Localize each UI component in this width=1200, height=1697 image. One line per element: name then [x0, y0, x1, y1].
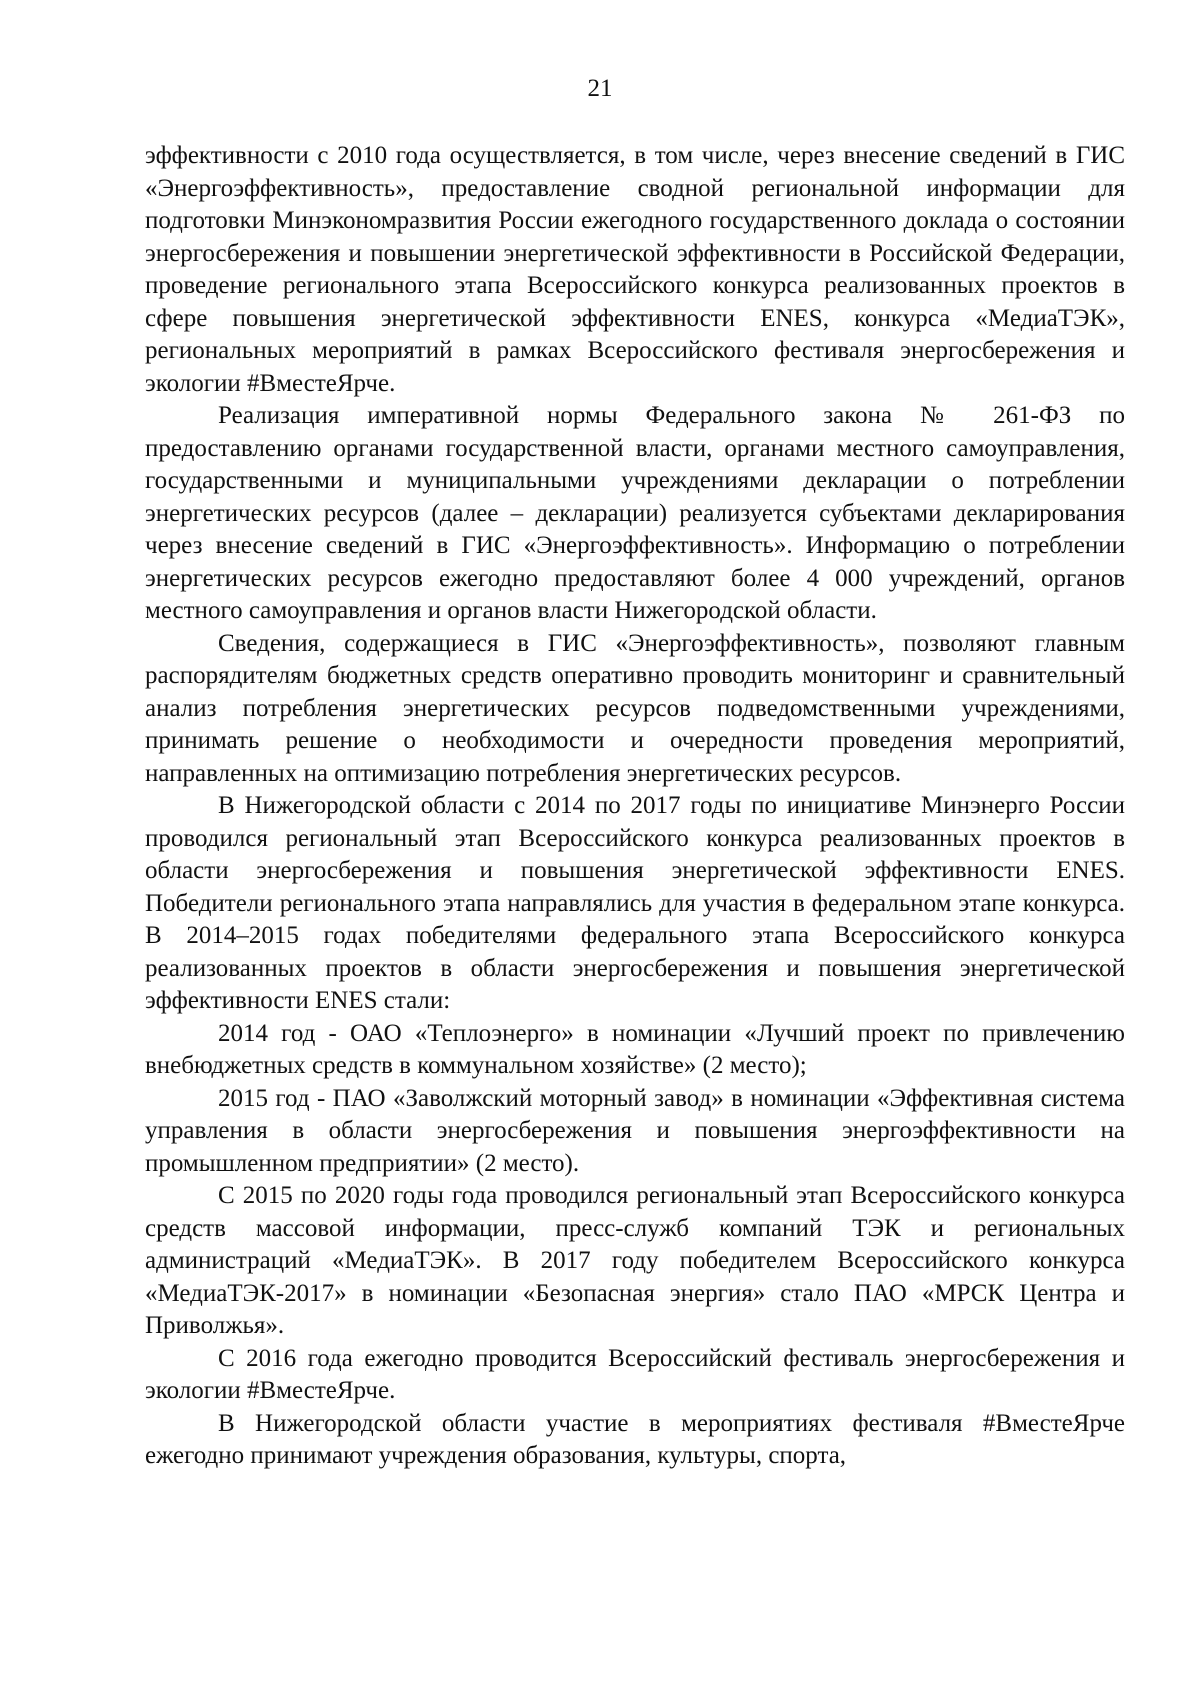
paragraph-winner-2014: 2014 год - ОАО «Теплоэнерго» в номинации «Лучший проект по привлечению внебюджетных средств в коммунальном хозяйстве» (2 место);	[145, 1019, 1125, 1079]
paragraph-festival-participants: В Нижегородской области участие в мероприятиях фестиваля #ВместеЯрче ежегодно принимают учреждения образования, культуры, спорта,	[145, 1409, 1125, 1469]
paragraph-law-261fz: Реализация императивной нормы Федерального закона № 261-ФЗ по предоставлению органами государственной власти, органами местного самоуправления, государственными и муниципальными учреждениями декларации о потреблении энергетических ресурсов (далее – декларации) реализуется субъектами декларирования через внесение сведений в ГИС «Энергоэффективность». Информацию о потреблении энергетических ресурсов ежегодно предоставляют более 4 000 учреждений, органов местного самоуправления и органов власти Нижегородской области.	[145, 402, 1125, 624]
paragraph-enes-contest: В Нижегородской области с 2014 по 2017 годы по инициативе Минэнерго России проводился региональный этап Всероссийского конкурса реализованных проектов в области энергосбережения и повышения энергетической эффективности ENES. Победители регионального этапа направлялись для участия в федеральном этапе конкурса. В 2014–2015 годах победителями федерального этапа Всероссийского конкурса реализованных проектов в области энергосбережения и повышения энергетической эффективности ENES стали:	[145, 792, 1125, 1014]
paragraph-gis-monitoring: Сведения, содержащиеся в ГИС «Энергоэффективность», позволяют главным распорядителям бюджетных средств оперативно проводить мониторинг и сравнительный анализ потребления энергетических ресурсов подведомственными учреждениями, принимать решение о необходимости и очередности проведения мероприятий, направленных на оптимизацию потребления энергетических ресурсов.	[145, 629, 1125, 787]
page-number: 21	[587, 75, 613, 102]
paragraph-continuation: эффективности с 2010 года осуществляется, в том числе, через внесение сведений в ГИС «Энергоэффективность», предоставление сводной региональной информации для подготовки Минэкономразвития России ежегодного государственного доклада о состоянии энергосбережения и повышении энергетической эффективности в Российской Федерации, проведение регионального этапа Всероссийского конкурса реализованных проектов в сфере повышения энергетической эффективности ENES, конкурса «МедиаТЭК», региональных мероприятий в рамках Всероссийского фестиваля энергосбережения и экологии #ВместеЯрче.	[145, 142, 1125, 397]
paragraph-festival: С 2016 года ежегодно проводится Всероссийский фестиваль энергосбережения и экологии #ВместеЯрче.	[145, 1344, 1125, 1404]
paragraph-winner-2015: 2015 год - ПАО «Заволжский моторный завод» в номинации «Эффективная система управления в области энергосбережения и повышения энергоэффективности на промышленном предприятии» (2 место).	[145, 1084, 1125, 1177]
document-body	[145, 140, 1125, 1473]
paragraph-mediatek: С 2015 по 2020 годы года проводился региональный этап Всероссийского конкурса средств массовой информации, пресс-служб компаний ТЭК и региональных администраций «МедиаТЭК». В 2017 году победителем Всероссийского конкурса «МедиаТЭК-2017» в номинации «Безопасная энергия» стало ПАО «МРСК Центра и Приволжья».	[145, 1182, 1125, 1339]
